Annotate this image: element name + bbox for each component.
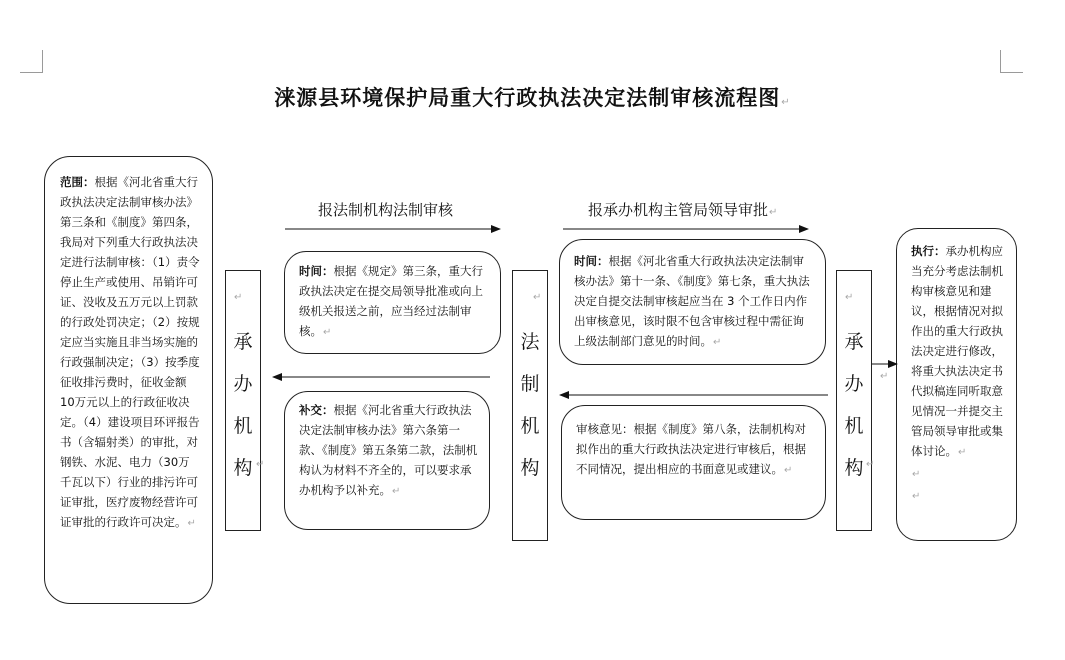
legal-agency-column: [512, 270, 548, 541]
paragraph-mark: ↵: [323, 327, 332, 338]
scope-heading: 范围：: [60, 175, 95, 189]
column-char: 承: [844, 331, 864, 353]
paragraph-mark: ↵: [713, 337, 722, 348]
review-opinion-box: [561, 405, 826, 520]
paragraph-mark: ↵: [866, 459, 875, 470]
paragraph-mark: ↵: [533, 292, 542, 303]
time-heading: 时间：: [574, 254, 609, 268]
paragraph-mark: ↵: [781, 97, 791, 108]
paragraph-mark: ↵: [912, 491, 921, 502]
column-char: 机: [233, 415, 253, 437]
page-corner-mark-left: [20, 50, 43, 73]
paragraph-mark: ↵: [912, 469, 921, 480]
undertaking-agency-column-right: [836, 270, 875, 531]
supplement-text: 根据《河北省重大行政执法决定法制审核办法》第六条第一款、《制度》第五条第二款，法制机构认为材料不齐全的，可以要求承办机构予以补充。: [299, 403, 478, 497]
page-title: [0, 82, 1065, 112]
paragraph-mark: ↵: [784, 465, 793, 476]
column-char: 机: [520, 415, 540, 437]
undertaking-agency-column-left: [225, 270, 261, 531]
execute-text: 承办机构应当充分考虑法制机构审核意见和建议，根据情况对拟作出的重大行政执法决定进行修改，将重大执法决定书代拟稿连同听取意见情况一并提交主管局领导审批或集体讨论。: [911, 244, 1003, 458]
label-report-legal-review: 报法制机构法制审核: [318, 201, 454, 219]
time-box-left: [284, 251, 501, 354]
supplement-box: [284, 391, 490, 530]
column-char: 机: [844, 415, 864, 437]
paragraph-mark: ↵: [958, 447, 967, 458]
paragraph-mark: ↵: [256, 459, 265, 470]
column-char: 办: [233, 373, 253, 395]
title-text: 涞源县环境保护局重大行政执法决定法制审核流程图: [274, 86, 781, 110]
opinion-text: 根据《制度》第八条，法制机构对拟作出的重大行政执法决定进行审核后，根据不同情况，提出相应的书面意见或建议。: [576, 422, 806, 476]
paragraph-mark: ↵: [187, 518, 196, 529]
paragraph-mark: ↵: [845, 292, 854, 303]
page-corner-mark-right: [1000, 50, 1023, 73]
column-char: 法: [520, 331, 540, 353]
time-text: 根据《规定》第三条，重大行政执法决定在提交局领导批准或向上级机关报送之前，应当经过法制审核。: [299, 264, 483, 338]
supplement-heading: 补交：: [299, 403, 334, 417]
paragraph-mark: ↵: [880, 371, 889, 382]
scope-box: [44, 156, 213, 604]
time-box-right: [559, 239, 826, 365]
paragraph-mark: ↵: [392, 486, 401, 497]
opinion-heading: 审核意见：: [576, 422, 634, 436]
column-char: 承: [233, 331, 253, 353]
scope-text: 根据《河北省重大行政执法决定法制审核办法》第三条和《制度》第四条，我局对下列重大行政执法决定进行法制审核：（1）责令停止生产或使用、吊销许可证、没收及五万元以上罚款的行政处罚决定；（2）按规定应当实施且非当场实施的行政强制决定；（3）按季度征收排污费时，征收金额10万元以上的行政征收决定。（4）建设项目环评报告书（含辐射类）的审批，对钢铁、水泥、电力（30万千瓦以下）行业的排污许可证审批，医疗废物经营许可证审批的行政许可决定。: [60, 175, 200, 529]
time-heading: 时间：: [299, 264, 334, 278]
paragraph-mark: ↵: [769, 207, 778, 218]
column-char: 制: [520, 373, 540, 395]
column-char: 构: [520, 457, 540, 479]
column-char: 构: [233, 457, 253, 479]
column-char: 办: [844, 373, 864, 395]
paragraph-mark: ↵: [234, 292, 243, 303]
label-report-leader-approval: 报承办机构主管局领导审批↵: [588, 201, 778, 219]
execute-heading: 执行：: [911, 244, 946, 258]
execute-box: [896, 228, 1017, 541]
time-text: 根据《河北省重大行政执法决定法制审核办法》第十一条、《制度》第七条，重大执法决定自提交法制审核起应当在 3 个工作日内作出审核意见，该时限不包含审核过程中需征询上级法制部门意见的时间。: [574, 254, 810, 348]
column-char: 构: [844, 457, 864, 479]
